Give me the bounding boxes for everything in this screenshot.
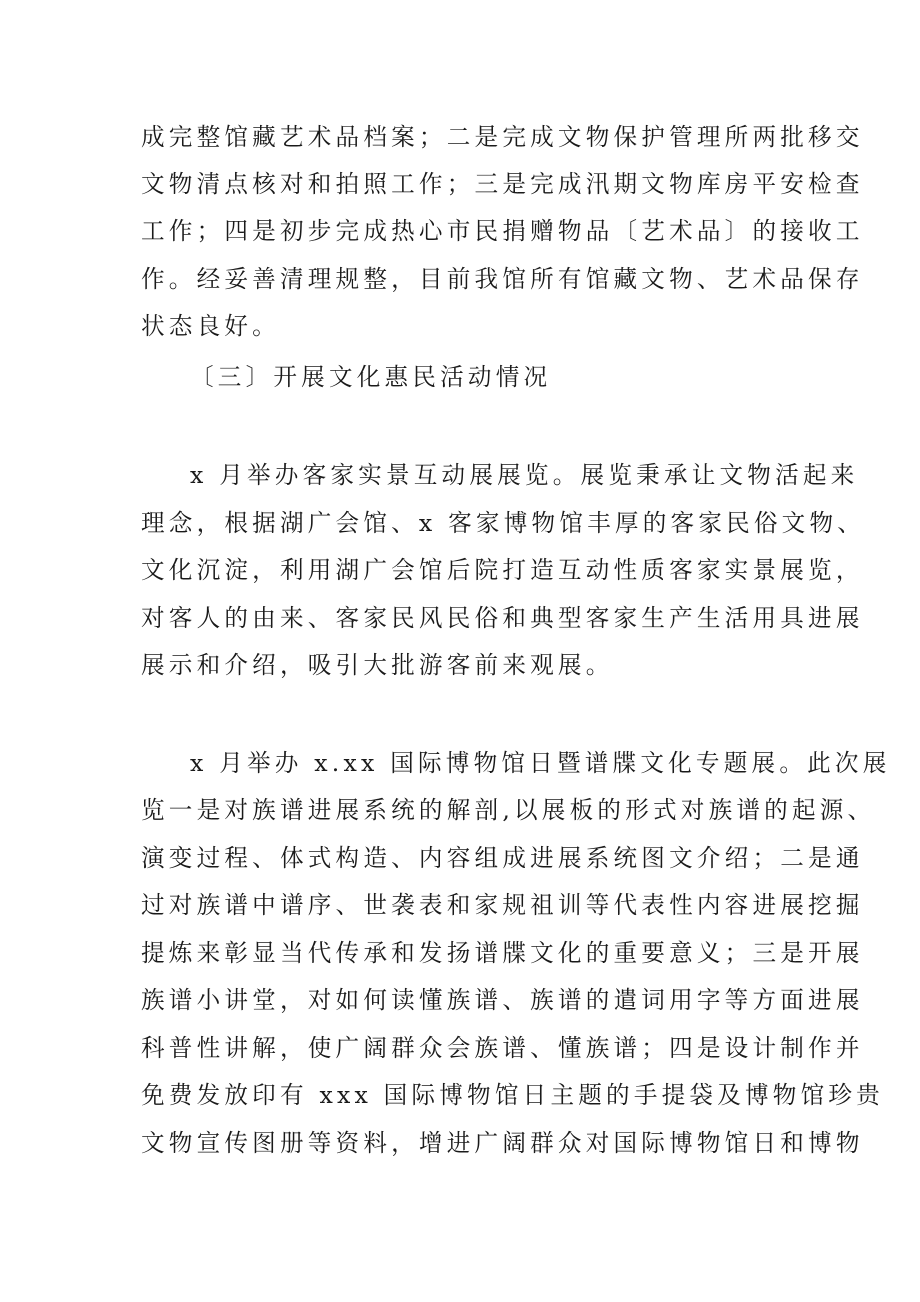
text-line: 展示和介绍，吸引大批游客前来观展。 bbox=[141, 651, 614, 679]
text-line: 文物宣传图册等资料，增进广阔群众对国际博物馆日和博物 bbox=[141, 1129, 864, 1157]
text-line: 过对族谱中谱序、世袭表和家规祖训等代表性内容进展挖掘 bbox=[141, 891, 864, 919]
text-line: 理念，根据湖广会馆、x 客家博物馆丰厚的客家民俗文物、 bbox=[141, 509, 866, 537]
text-line: 对客人的由来、客家民风民俗和典型客家生产生活用具进展 bbox=[141, 604, 864, 632]
text-line: x 月举办客家实景互动展展览。展览秉承让文物活起来 bbox=[190, 461, 859, 489]
text-line: 览一是对族谱进展系统的解剖,以展板的形式对族谱的起源、 bbox=[141, 796, 876, 824]
text-line: x 月举办 x.xx 国际博物馆日暨谱牒文化专题展。此次展 bbox=[190, 749, 891, 777]
text-line: 状态良好。 bbox=[141, 312, 280, 340]
text-line: 成完整馆藏艺术品档案；二是完成文物保护管理所两批移交 bbox=[141, 123, 864, 151]
text-line: 科普性讲解，使广阔群众会族谱、懂族谱；四是设计制作并 bbox=[141, 1034, 864, 1062]
text-line: 文化沉淀，利用湖广会馆后院打造互动性质客家实景展览， bbox=[141, 556, 864, 584]
text-line: 工作；四是初步完成热心市民捐赠物品〔艺术品〕的接收工 bbox=[141, 217, 864, 245]
text-line: 文物清点核对和拍照工作；三是完成汛期文物库房平安检查 bbox=[141, 170, 864, 198]
text-line: 提炼来彰显当代传承和发扬谱牒文化的重要意义；三是开展 bbox=[141, 939, 864, 967]
text-line: 作。经妥善清理规整，目前我馆所有馆藏文物、艺术品保存 bbox=[141, 265, 864, 293]
text-line: 免费发放印有 xxx 国际博物馆日主题的手提袋及博物馆珍贵 bbox=[141, 1081, 884, 1109]
text-line: 演变过程、体式构造、内容组成进展系统图文介绍；二是通 bbox=[141, 844, 864, 872]
text-line: 族谱小讲堂，对如何读懂族谱、族谱的遣词用字等方面进展 bbox=[141, 986, 864, 1014]
section-heading: 〔三〕开展文化惠民活动情况 bbox=[190, 363, 552, 391]
